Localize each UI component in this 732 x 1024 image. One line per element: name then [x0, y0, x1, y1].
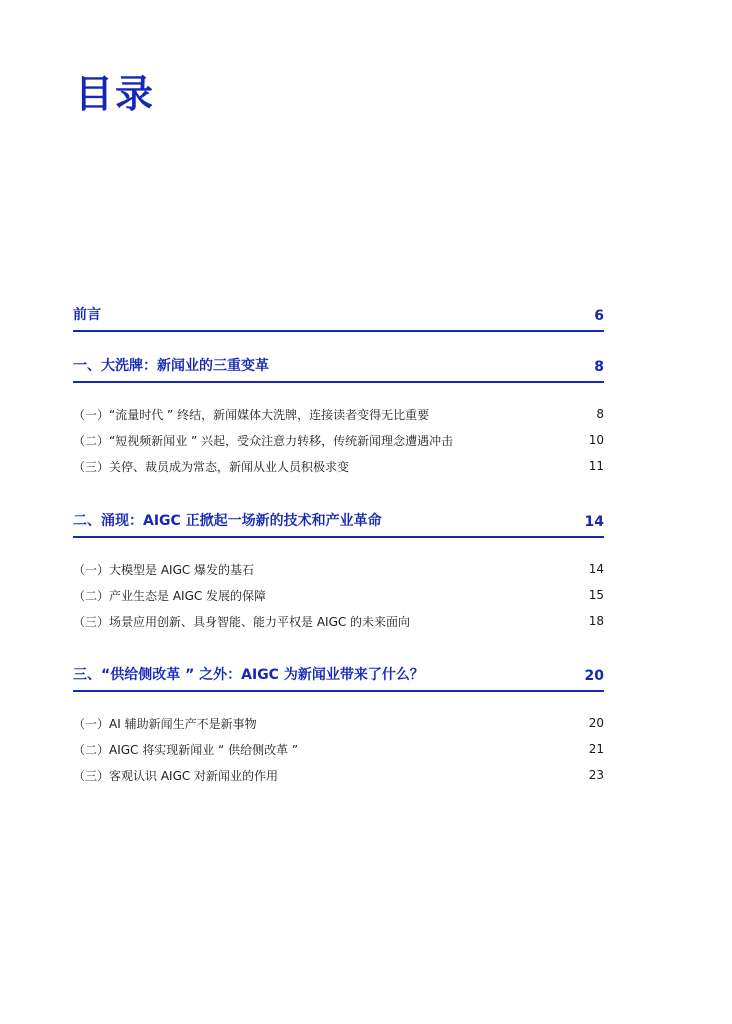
- toc-item-page: 8: [596, 407, 604, 421]
- toc-item[interactable]: [73, 710, 604, 736]
- toc-item[interactable]: [73, 762, 604, 788]
- toc-item[interactable]: [73, 582, 604, 608]
- toc-item[interactable]: [73, 401, 604, 427]
- toc-section-page: 8: [594, 359, 604, 375]
- toc-item-page: 10: [588, 433, 604, 447]
- toc-item-label: （一）AI 辅助新闻生产不是新事物: [73, 716, 257, 731]
- toc-section-page: 14: [584, 514, 604, 530]
- toc-sub-list: [73, 401, 604, 479]
- toc-item-label: （二）AIGC 将实现新闻业 “ 供给侧改革 ”: [73, 742, 299, 757]
- toc-section-title: 前言: [73, 307, 101, 323]
- toc-item-page: 11: [588, 459, 604, 473]
- toc-item-page: 23: [588, 768, 604, 782]
- toc-section-heading[interactable]: [73, 662, 604, 692]
- toc-section-2: [73, 508, 604, 634]
- toc-item[interactable]: [73, 736, 604, 762]
- toc-item-label: （二）产业生态是 AIGC 发展的保障: [73, 588, 267, 603]
- toc-item-page: 14: [588, 562, 604, 576]
- toc-section-preface: [73, 302, 604, 332]
- toc-item[interactable]: [73, 556, 604, 582]
- toc-item-page: 18: [588, 614, 604, 628]
- toc-section-page: 6: [594, 308, 604, 324]
- toc-item-label: （三）关停、裁员成为常态，新闻从业人员积极求变: [73, 459, 350, 474]
- toc-section-title: 二、涌现：AIGC 正掀起一场新的技术和产业革命: [73, 513, 382, 529]
- page-title: 目录: [75, 72, 156, 116]
- toc-item-label: （二）“短视频新闻业 ” 兴起，受众注意力转移，传统新闻理念遭遇冲击: [73, 433, 454, 448]
- toc-item[interactable]: [73, 453, 604, 479]
- toc-item-page: 21: [588, 742, 604, 756]
- toc-item-page: 20: [588, 716, 604, 730]
- toc-item-label: （三）场景应用创新、具身智能、能力平权是 AIGC 的未来面向: [73, 614, 411, 629]
- toc-item-label: （一）“流量时代 ” 终结，新闻媒体大洗牌，连接读者变得无比重要: [73, 407, 430, 422]
- toc-item[interactable]: [73, 608, 604, 634]
- toc-item-label: （三）客观认识 AIGC 对新闻业的作用: [73, 768, 279, 783]
- toc-section-heading[interactable]: [73, 508, 604, 538]
- toc-item-label: （一）大模型是 AIGC 爆发的基石: [73, 562, 255, 577]
- toc-sub-list: [73, 710, 604, 788]
- toc-section-title: 一、大洗牌：新闻业的三重变革: [73, 358, 269, 374]
- toc-section-heading[interactable]: [73, 353, 604, 383]
- toc-sub-list: [73, 556, 604, 634]
- toc-section-title: 三、“供给侧改革 ” 之外：AIGC 为新闻业带来了什么？: [73, 667, 424, 683]
- toc-item-page: 15: [588, 588, 604, 602]
- toc-section-heading[interactable]: [73, 302, 604, 332]
- toc-section-3: [73, 662, 604, 788]
- toc-section-1: [73, 353, 604, 479]
- toc-section-page: 20: [584, 668, 604, 684]
- toc-item[interactable]: [73, 427, 604, 453]
